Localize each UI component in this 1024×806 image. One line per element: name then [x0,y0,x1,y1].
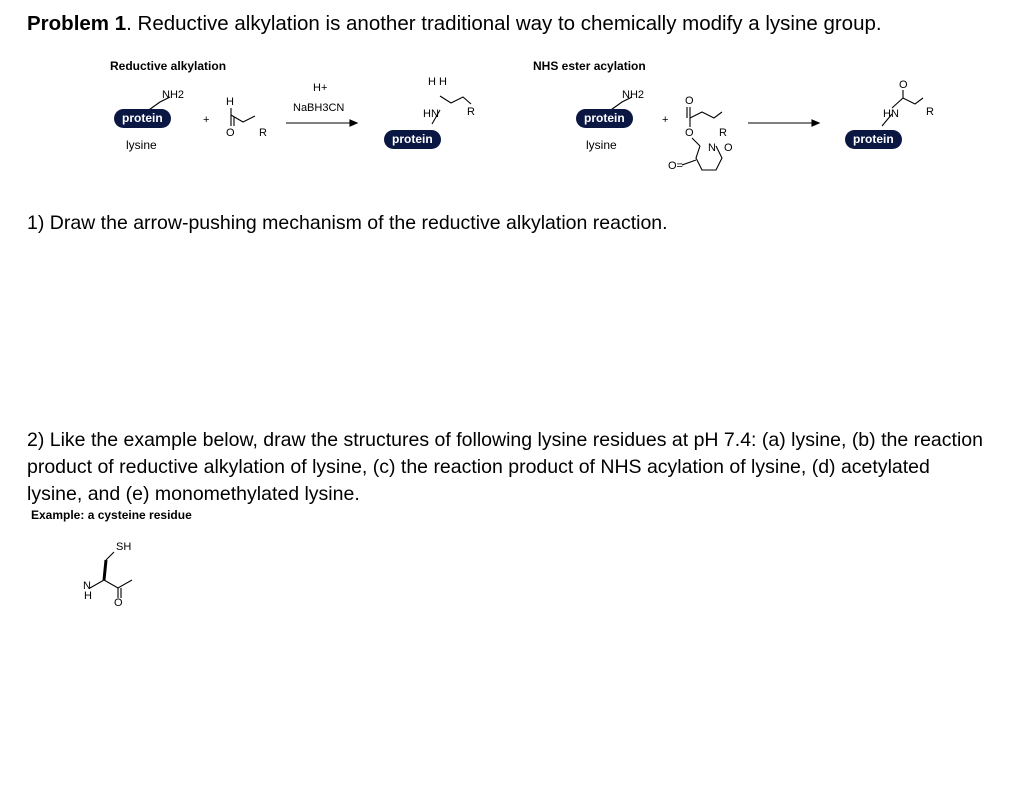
protein-badge-right-reactant: protein [576,109,633,128]
product-right-o: O [899,79,908,91]
example-cb-s [106,552,114,560]
protein-badge-right-product: protein [845,130,902,149]
problem-number: Problem 1 [27,12,127,35]
reagent-proton: H+ [313,82,328,94]
question-1: 1) Draw the arrow-pushing mechanism of the reductive alkylation reaction. [27,212,668,234]
product-right-r: R [926,106,934,118]
ester-r: R [719,127,727,139]
question-2: 2) Like the example below, draw the structures of following lysine residues at pH 7.4: (a) lysine, (b) the reaction product of reductive alkylation of lysine, (c) the reaction product of NHS acylation of lysine, (d) acetylated lysine, and (e) monomethylated lysine. [27,429,983,505]
problem-title-text: . Reductive alkylation is another traditional way to chemically modify a lysine group. [126,12,882,35]
ester-on-bond [692,138,700,146]
example-label: Example: a cysteine residue [31,508,192,522]
product-left-hh: H H [428,76,447,88]
example-ca-cb [104,560,106,580]
product-left-hn: HN [423,108,439,120]
reagent-nabh3cn: NaBH3CN [293,102,345,114]
protein-badge-left-reactant: protein [114,109,171,128]
plus-sign-right: + [662,114,669,126]
lysine-caption-right: lysine [586,138,617,152]
aldehyde-r: R [259,127,267,139]
nhs-n: N [708,142,716,154]
reductive-alkylation-label: Reductive alkylation [110,59,227,73]
product-right-hn: HN [883,108,899,120]
reaction-arrow-left-head [350,120,357,126]
product-right-chain [892,98,923,108]
lysine-nh2-right: NH2 [622,89,645,101]
ester-o-top: O [685,95,694,107]
nhs-o-left: O= [668,160,683,172]
lysine-caption-left: lysine [126,138,157,152]
ester-o: O [685,127,694,139]
product-left-r: R [467,106,475,118]
example-sh: SH [116,541,132,553]
nhs-ester-acylation-label: NHS ester acylation [533,59,646,73]
ester-chain [690,112,722,118]
aldehyde-chain [231,115,255,122]
example-backbone [90,580,132,588]
example-h: H [84,590,92,602]
reaction-arrow-right-head [812,120,819,126]
aldehyde-o: O [226,127,235,139]
protein-badge-left-product: protein [384,130,441,149]
aldehyde-h: H [226,96,234,108]
nhs-carbonyl-left [682,160,696,165]
plus-sign-left: + [203,114,210,126]
nhs-o-right: O [724,142,733,154]
lysine-nh2-left: NH2 [162,89,185,101]
example-o: O [114,597,123,609]
example-n: N [83,580,91,592]
product-left-chain [440,96,471,104]
